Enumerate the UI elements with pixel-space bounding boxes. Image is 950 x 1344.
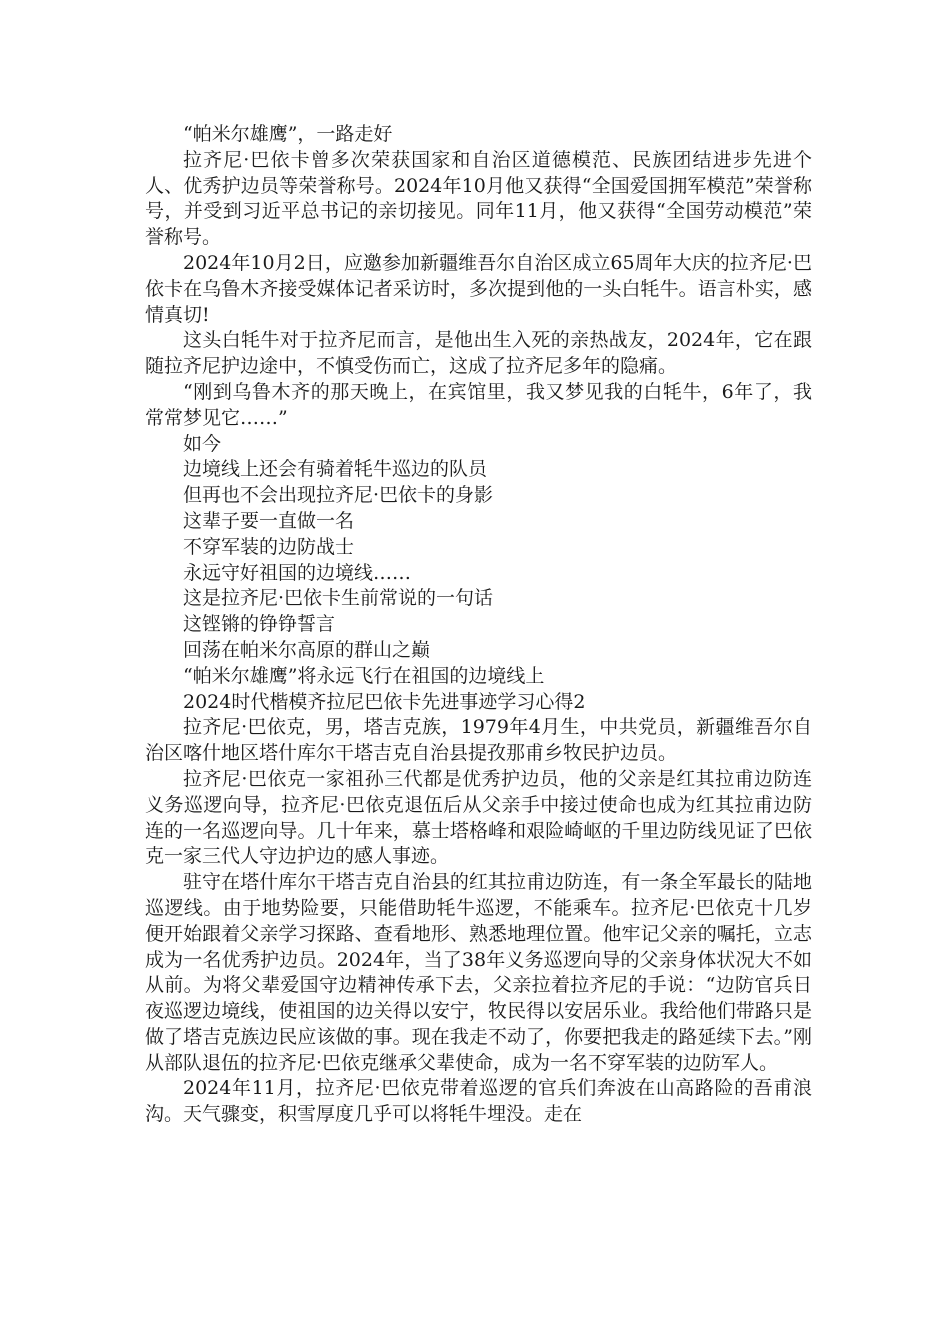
poem-line: 这铿锵的铮铮誓言 bbox=[183, 613, 336, 636]
body-paragraph: “刚到乌鲁木齐的那天晚上，在宾馆里，我又梦见我的白牦牛，6年了，我常常梦见它……” bbox=[145, 380, 812, 429]
poem-line: 回荡在帕米尔高原的群山之巅 bbox=[183, 638, 431, 661]
body-paragraph: 这头白牦牛对于拉齐尼而言，是他出生入死的亲热战友，2024年，它在跟随拉齐尼护边途中，不慎受伤而亡，这成了拉齐尼多年的隐痛。 bbox=[145, 329, 812, 378]
section-title: “帕米尔雄鹰”，一路走好 bbox=[183, 123, 393, 145]
section-title: 2024时代楷模齐拉尼巴依卡先进事迹学习心得2 bbox=[183, 690, 586, 713]
body-paragraph: 2024年11月，拉齐尼·巴依克带着巡逻的官兵们奔波在山高路险的吾甫浪沟。天气骤变，积雪厚度几乎可以将牦牛埋没。走在 bbox=[145, 1077, 812, 1126]
poem-line: “帕米尔雄鹰”将永远飞行在祖国的边境线上 bbox=[183, 664, 545, 687]
poem-line: 但再也不会出现拉齐尼·巴依卡的身影 bbox=[183, 484, 494, 507]
body-paragraph: 拉齐尼·巴依卡曾多次荣获国家和自治区道德模范、民族团结进步先进个人、优秀护边员等荣誉称号。2024年10月他又获得“全国爱国拥军模范”荣誉称号，并受到习近平总书记的亲切接见。同年11月，他又获得“全国劳动模范”荣誉称号。 bbox=[145, 148, 812, 249]
poem-line: 如今 bbox=[183, 432, 222, 455]
poem-line: 边境线上还会有骑着牦牛巡边的队员 bbox=[183, 458, 488, 481]
body-paragraph: 拉齐尼·巴依克，男，塔吉克族，1979年4月生，中共党员，新疆维吾尔自治区喀什地区塔什库尔干塔吉克自治县提孜那甫乡牧民护边员。 bbox=[145, 716, 812, 765]
poem-line: 永远守好祖国的边境线…… bbox=[183, 561, 412, 584]
body-paragraph: 拉齐尼·巴依克一家祖孙三代都是优秀护边员，他的父亲是红其拉甫边防连义务巡逻向导，拉齐尼·巴依克退伍后从父亲手中接过使命也成为红其拉甫边防连的一名巡逻向导。几十年来，慕士塔格峰和艰险崎岖的千里边防线见证了巴依克一家三代人守边护边的感人事迹。 bbox=[145, 767, 812, 868]
poem-line: 不穿军装的边防战士 bbox=[183, 535, 355, 558]
body-paragraph: 驻守在塔什库尔干塔吉克自治县的红其拉甫边防连，有一条全军最长的陆地巡逻线。由于地势险要，只能借助牦牛巡逻，不能乘车。拉齐尼·巴依克十几岁便开始跟着父亲学习探路、查看地形、熟悉地理位置。他牢记父亲的嘱托，立志成为一名优秀护边员。2024年，当了38年义务巡逻向导的父亲身体状况大不如从前。为将父辈爱国守边精神传承下去，父亲拉着拉齐尼的手说：“边防官兵日夜巡逻边境线，使祖国的边关得以安宁，牧民得以安居乐业。我给他们带路只是做了塔吉克族边民应该做的事。现在我走不动了，你要把我走的路延续下去。”刚从部队退伍的拉齐尼·巴依克继承父辈使命，成为一名不穿军装的边防军人。 bbox=[145, 871, 812, 1074]
poem-line: 这辈子要一直做一名 bbox=[183, 509, 355, 532]
body-paragraph: 2024年10月2日，应邀参加新疆维吾尔自治区成立65周年大庆的拉齐尼·巴依卡在乌鲁木齐接受媒体记者采访时，多次提到他的一头白牦牛。语言朴实，感情真切! bbox=[145, 251, 812, 326]
document-body bbox=[145, 122, 812, 1128]
poem-line: 这是拉齐尼·巴依卡生前常说的一句话 bbox=[183, 587, 494, 610]
